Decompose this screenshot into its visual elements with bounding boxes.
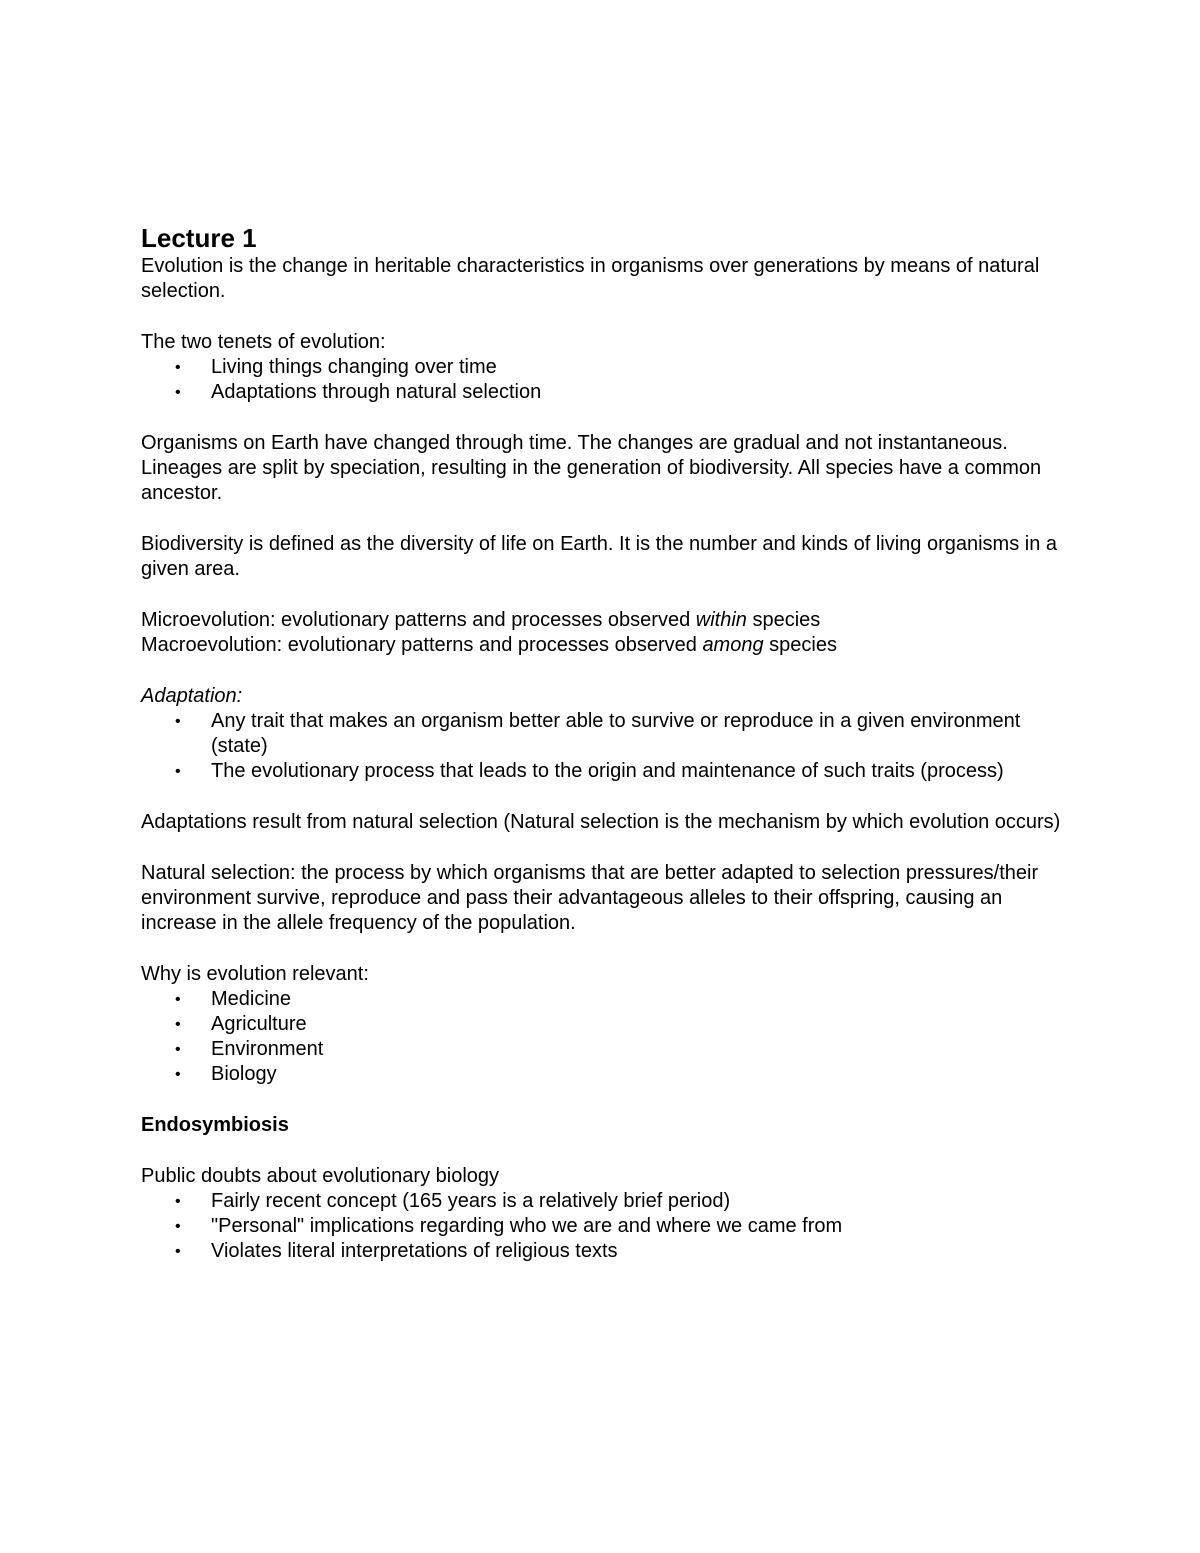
- microevolution-line: Microevolution: evolutionary patterns and processes observed within species: [141, 609, 821, 631]
- bullet-icon: •: [175, 1041, 181, 1058]
- change-paragraph: Organisms on Earth have changed through time. The changes are gradual and not instantaneous. Lineages are split by speciation, resulting in the generation of biodiversity. All species have a common ancestor.: [141, 432, 1042, 504]
- list-item: • The evolutionary process that leads to the origin and maintenance of such traits (process): [175, 760, 1004, 782]
- spacer: [141, 936, 1071, 962]
- adaptations-paragraph: Adaptations result from natural selection (Natural selection is the mechanism by which evolution occurs): [141, 811, 1061, 833]
- adaptation-list: [141, 709, 1071, 784]
- list-item: • Agriculture: [175, 1013, 307, 1035]
- emphasis-among: among: [702, 634, 764, 656]
- bullet-icon: •: [175, 1218, 181, 1235]
- spacer: [141, 304, 1071, 330]
- spacer: [141, 658, 1071, 684]
- adaptation-heading: Adaptation:: [141, 685, 243, 707]
- bullet-icon: •: [175, 763, 181, 780]
- bullet-icon: •: [175, 359, 181, 376]
- natural-selection-paragraph: Natural selection: the process by which organisms that are better adapted to selection pressures/their environment survive, reproduce and pass their advantageous alleles to their offspring, causing an increase in the allele frequency of the population.: [141, 862, 1039, 934]
- bullet-icon: •: [175, 1066, 181, 1083]
- spacer: [141, 506, 1071, 532]
- relevance-list: [141, 987, 1071, 1087]
- emphasis-within: within: [695, 609, 747, 631]
- endosymbiosis-heading: Endosymbiosis: [141, 1114, 289, 1136]
- biodiversity-paragraph: Biodiversity is defined as the diversity of life on Earth. It is the number and kinds of living organisms in a given area.: [141, 533, 1058, 580]
- spacer: [141, 405, 1071, 431]
- bullet-icon: •: [175, 384, 181, 401]
- intro-paragraph: Evolution is the change in heritable characteristics in organisms over generations by means of natural selection.: [141, 255, 1040, 302]
- list-item: • Violates literal interpretations of religious texts: [175, 1240, 618, 1262]
- tenets-heading: The two tenets of evolution:: [141, 331, 386, 353]
- page-title: Lecture 1: [141, 223, 257, 253]
- bullet-icon: •: [175, 1016, 181, 1033]
- spacer: [141, 582, 1071, 608]
- spacer: [141, 1087, 1071, 1113]
- list-item: • "Personal" implications regarding who we are and where we came from: [175, 1215, 843, 1237]
- tenets-list: [141, 355, 1071, 405]
- list-item: • Medicine: [175, 988, 292, 1010]
- doubts-list: [141, 1189, 1071, 1264]
- list-item: • Environment: [175, 1038, 324, 1060]
- bullet-icon: •: [175, 1193, 181, 1210]
- list-item: • Biology: [175, 1063, 277, 1085]
- spacer: [141, 784, 1071, 810]
- spacer: [141, 1138, 1071, 1164]
- list-item: • Living things changing over time: [175, 356, 497, 378]
- bullet-icon: •: [175, 713, 181, 730]
- bullet-icon: •: [175, 1243, 181, 1260]
- doubts-heading: Public doubts about evolutionary biology: [141, 1165, 500, 1187]
- list-item: • Adaptations through natural selection: [175, 381, 542, 403]
- macroevolution-line: Macroevolution: evolutionary patterns and processes observed among species: [141, 634, 837, 656]
- relevance-heading: Why is evolution relevant:: [141, 963, 369, 985]
- list-item: • Any trait that makes an organism better able to survive or reproduce in a given environment (state): [175, 710, 1021, 757]
- document-page: [141, 222, 1071, 1264]
- spacer: [141, 835, 1071, 861]
- list-item: • Fairly recent concept (165 years is a relatively brief period): [175, 1190, 731, 1212]
- bullet-icon: •: [175, 991, 181, 1008]
